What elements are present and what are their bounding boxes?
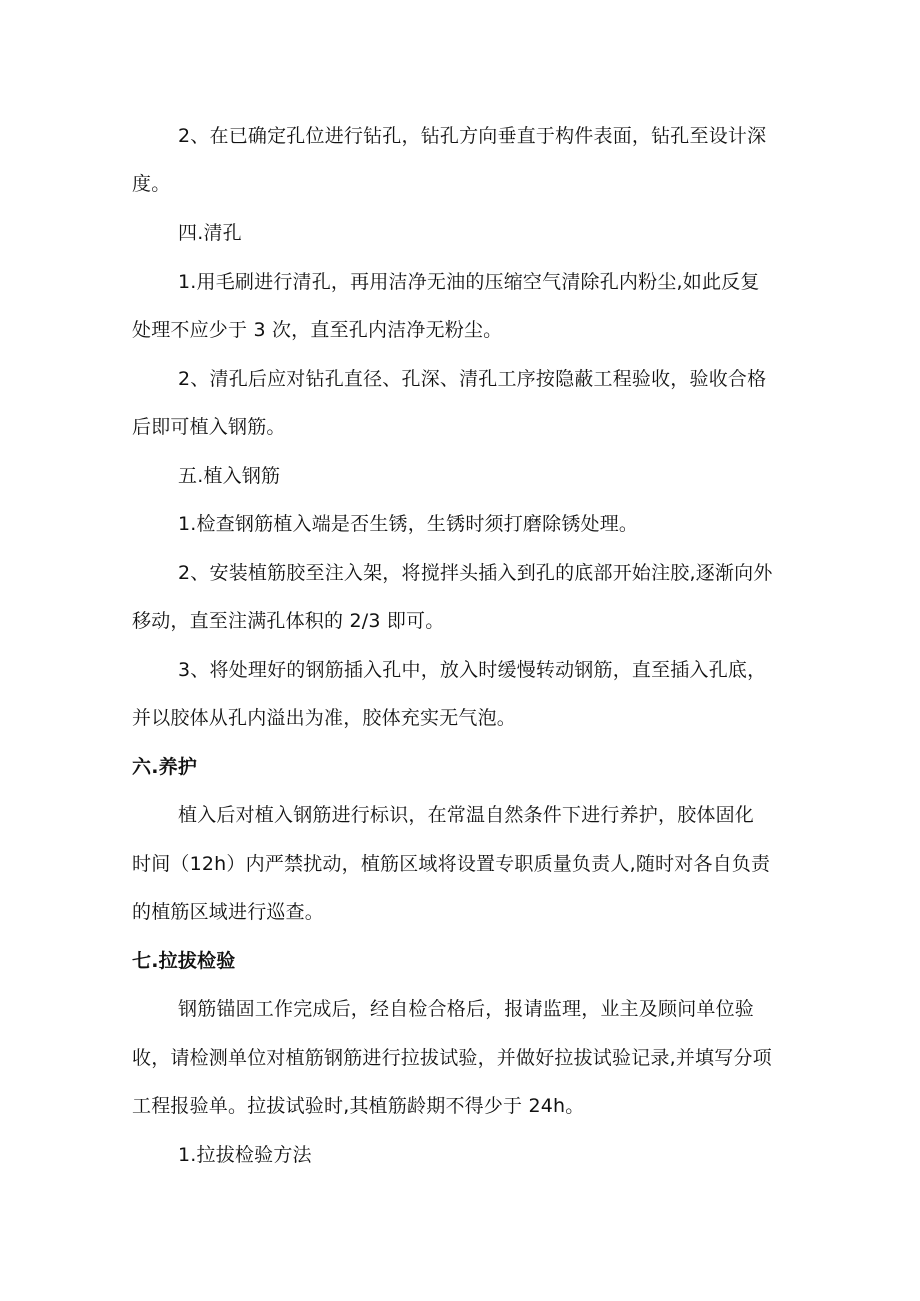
paragraph-line-test-3: 工程报验单。拉拔试验时,其植筋龄期不得少于 24h。 — [132, 1095, 585, 1117]
subsection-heading-test-method: 1.拉拔检验方法 — [178, 1144, 312, 1166]
paragraph-line-rebar-3: 移动，直至注满孔体积的 2/3 即可。 — [132, 610, 445, 632]
paragraph-line-cleaning-3: 2、清孔后应对钻孔直径、孔深、清孔工序按隐蔽工程验收，验收合格 — [178, 368, 767, 390]
paragraph-line-curing-1: 植入后对植入钢筋进行标识，在常温自然条件下进行养护，胶体固化 — [178, 804, 755, 826]
section-heading-curing: 六.养护 — [132, 756, 198, 778]
paragraph-line-drilling-1: 2、在已确定孔位进行钻孔，钻孔方向垂直于构件表面，钻孔至设计深 — [178, 125, 767, 147]
paragraph-line-cleaning-2: 处理不应少于 3 次，直至孔内洁净无粉尘。 — [132, 319, 503, 341]
paragraph-line-rebar-5: 并以胶体从孔内溢出为准，胶体充实无气泡。 — [132, 707, 517, 729]
paragraph-line-test-1: 钢筋锚固工作完成后，经自检合格后，报请监理，业主及顾问单位验 — [178, 998, 755, 1020]
paragraph-line-cleaning-4: 后即可植入钢筋。 — [132, 416, 286, 438]
section-heading-pullout-test: 七.拉拔检验 — [132, 950, 236, 972]
paragraph-line-rebar-4: 3、将处理好的钢筋插入孔中，放入时缓慢转动钢筋，直至插入孔底， — [178, 659, 767, 681]
paragraph-line-rebar-2: 2、安装植筋胶至注入架，将搅拌头插入到孔的底部开始注胶,逐渐向外 — [178, 562, 773, 584]
paragraph-line-curing-3: 的植筋区域进行巡查。 — [132, 901, 325, 923]
paragraph-line-cleaning-1: 1.用毛刷进行清孔，再用洁净无油的压缩空气清除孔内粉尘,如此反复 — [178, 271, 760, 293]
section-heading-insert-rebar: 五.植入钢筋 — [178, 465, 281, 487]
section-heading-hole-cleaning: 四.清孔 — [178, 222, 242, 244]
paragraph-line-curing-2: 时间（12h）内严禁扰动，植筋区域将设置专职质量负责人,随时对各自负责 — [132, 853, 771, 875]
paragraph-line-test-2: 收，请检测单位对植筋钢筋进行拉拔试验，并做好拉拔试验记录,并填写分项 — [132, 1047, 772, 1069]
paragraph-line-rebar-1: 1.检查钢筋植入端是否生锈，生锈时须打磨除锈处理。 — [178, 513, 639, 535]
paragraph-line-drilling-2: 度。 — [132, 173, 171, 195]
